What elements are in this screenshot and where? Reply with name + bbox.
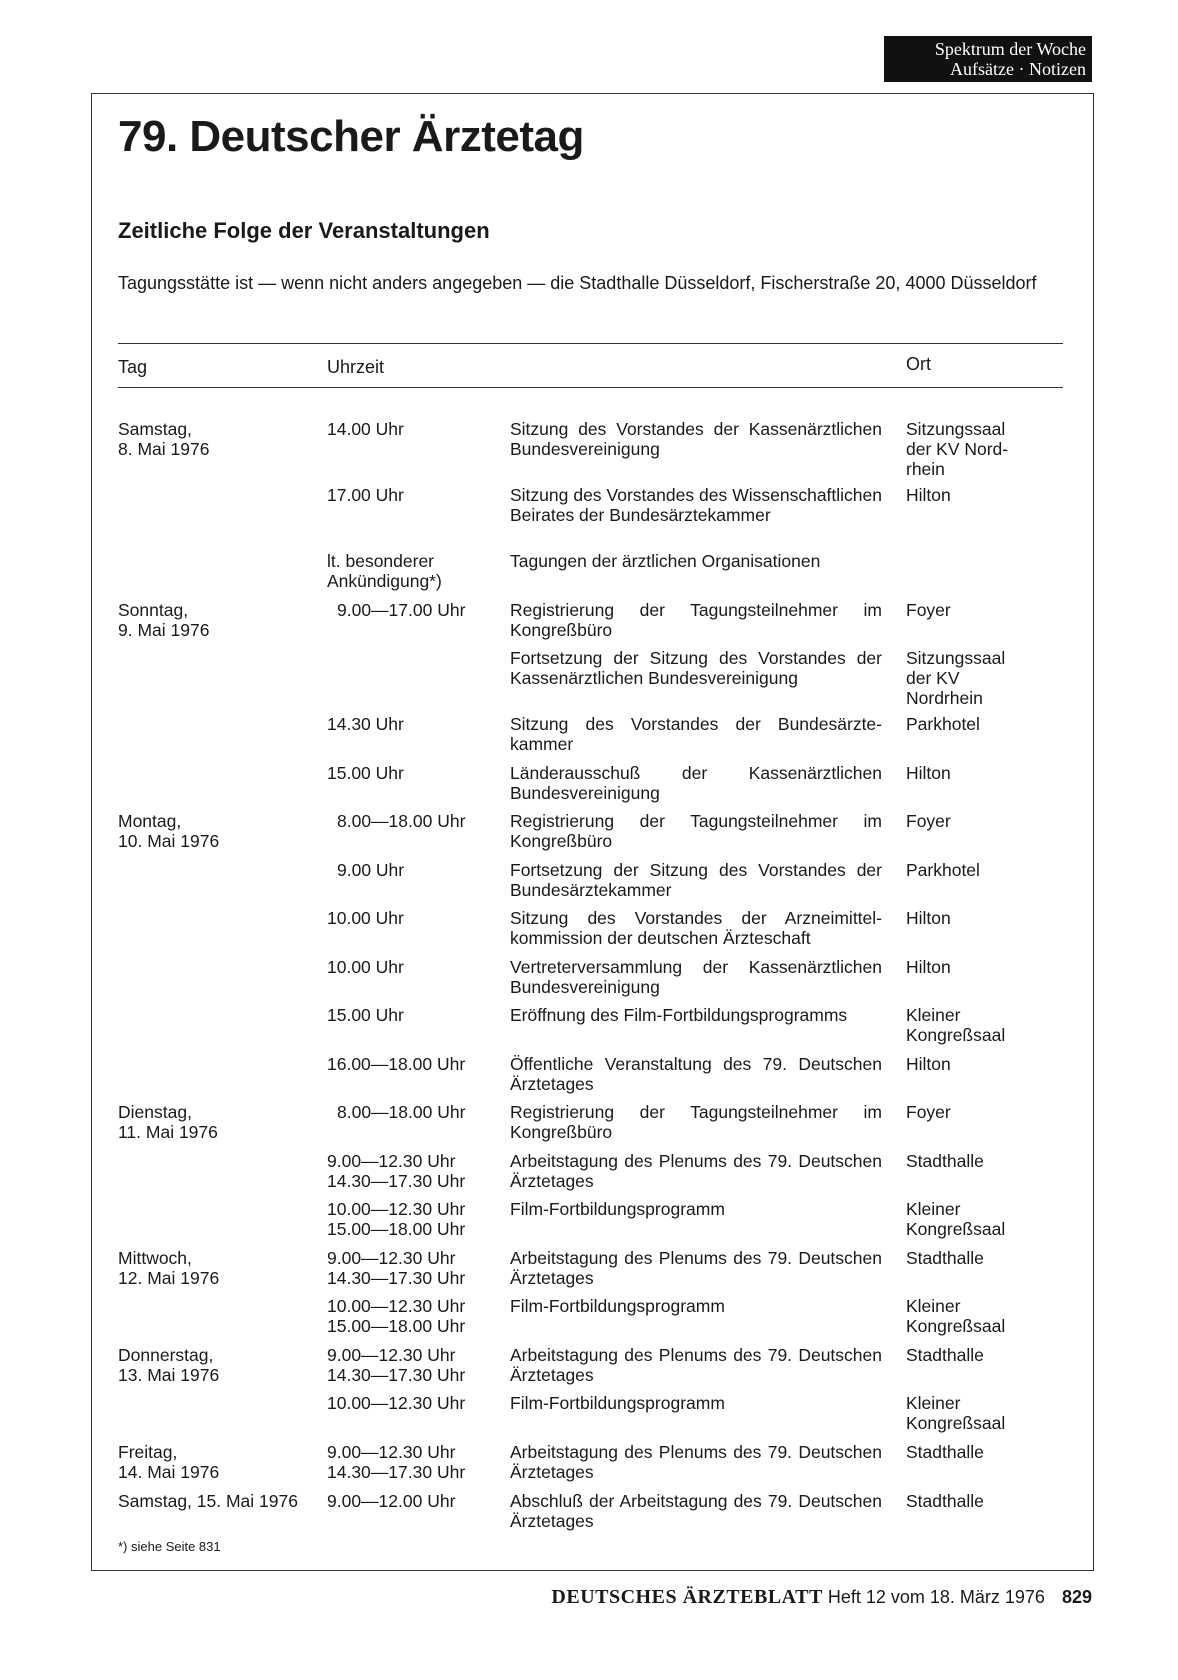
schedule-event: Fortsetzung der Sitzung des Vorstandes der Bundesärztekammer bbox=[510, 860, 882, 900]
schedule-event: Eröffnung des Film-Fortbildungsprogramms bbox=[510, 1005, 848, 1025]
schedule-location: Hilton bbox=[906, 908, 951, 928]
schedule-time: 9.00—12.30 Uhr 14.30—17.30 Uhr bbox=[327, 1248, 466, 1288]
section-badge bbox=[884, 36, 1092, 82]
column-header-tag: Tag bbox=[118, 357, 148, 377]
schedule-event: Registrierung der Tagungsteilnehmer im Kongreßbüro bbox=[510, 811, 882, 851]
schedule-day: Donnerstag, 13. Mai 1976 bbox=[118, 1345, 220, 1385]
schedule-time: 9.00—12.30 Uhr 14.30—17.30 Uhr bbox=[327, 1442, 466, 1482]
schedule-day: Samstag, 15. Mai 1976 bbox=[118, 1491, 298, 1511]
schedule-day: Freitag, 14. Mai 1976 bbox=[118, 1442, 220, 1482]
schedule-location: Stadthalle bbox=[906, 1491, 984, 1511]
schedule-event: Öffentliche Veranstaltung des 79. Deutschen Ärztetages bbox=[510, 1054, 882, 1094]
schedule-location: Foyer bbox=[906, 600, 951, 620]
schedule-event: Abschluß der Arbeitstagung des 79. Deutschen Ärztetages bbox=[510, 1491, 882, 1531]
section-badge-line2: Aufsätze · Notizen bbox=[950, 59, 1086, 79]
schedule-time: 9.00—17.00 Uhr bbox=[337, 600, 466, 620]
schedule-location: Hilton bbox=[906, 763, 951, 783]
footnote: *) siehe Seite 831 bbox=[118, 1539, 221, 1554]
schedule-location: Sitzungssaal der KV Nordrhein bbox=[906, 648, 1006, 708]
schedule-time: 10.00 Uhr bbox=[327, 957, 404, 977]
section-badge-line1: Spektrum der Woche bbox=[934, 39, 1086, 59]
schedule-time: 9.00 Uhr bbox=[337, 860, 405, 880]
schedule-location: Stadthalle bbox=[906, 1248, 984, 1268]
schedule-time: 9.00—12.00 Uhr bbox=[327, 1491, 456, 1511]
schedule-location: Foyer bbox=[906, 811, 951, 831]
schedule-event: Arbeitstagung des Plenums des 79. Deutschen Ärztetages bbox=[510, 1442, 882, 1482]
schedule-location: Kleiner Kongreßsaal bbox=[906, 1199, 1006, 1239]
schedule-time: 17.00 Uhr bbox=[327, 485, 404, 505]
schedule-location: Parkhotel bbox=[906, 714, 980, 734]
schedule-event: Film-Fortbildungsprogramm bbox=[510, 1393, 725, 1413]
schedule-event: Sitzung des Vorstandes der Kassenärztlichen Bundesvereinigung bbox=[510, 419, 882, 459]
header-rule-bottom bbox=[118, 387, 1063, 388]
column-header-ort: Ort bbox=[906, 354, 931, 374]
schedule-day: Samstag, 8. Mai 1976 bbox=[118, 419, 210, 459]
schedule-event: Sitzung des Vorstandes der Arzneimittelkommission der deutschen Ärzteschaft bbox=[510, 908, 882, 948]
schedule-event: Registrierung der Tagungsteilnehmer im Kongreßbüro bbox=[510, 600, 882, 640]
issue-info: Heft 12 vom 18. März 1976 bbox=[827, 1587, 1045, 1607]
schedule-event: Länderausschuß der Kassenärztlichen Bundesvereinigung bbox=[510, 763, 882, 803]
schedule-time: 14.00 Uhr bbox=[327, 419, 404, 439]
schedule-event: Sitzung des Vorstandes der Bundesärztekammer bbox=[510, 714, 882, 754]
schedule-event: Arbeitstagung des Plenums des 79. Deutschen Ärztetages bbox=[510, 1248, 882, 1288]
schedule-time: 9.00—12.30 Uhr 14.30—17.30 Uhr bbox=[327, 1151, 466, 1191]
schedule-day: Mittwoch, 12. Mai 1976 bbox=[118, 1248, 220, 1288]
page-number: 829 bbox=[1061, 1587, 1092, 1607]
schedule-location: Hilton bbox=[906, 957, 951, 977]
schedule-location: Sitzungssaal der KV Nord- rhein bbox=[906, 419, 1009, 479]
schedule-time: 14.30 Uhr bbox=[327, 714, 404, 734]
intro-paragraph: Tagungsstätte ist — wenn nicht anders angegeben — die Stadthalle Düsseldorf, Fischerstraße 20, 4000 Düsseldorf bbox=[118, 273, 1037, 293]
schedule-day: Dienstag, 11. Mai 1976 bbox=[118, 1102, 218, 1142]
schedule-event: Arbeitstagung des Plenums des 79. Deutschen Ärztetages bbox=[510, 1151, 882, 1191]
page-footer bbox=[551, 1586, 1092, 1609]
schedule-time: 16.00—18.00 Uhr bbox=[327, 1054, 466, 1074]
schedule-location: Kleiner Kongreßsaal bbox=[906, 1393, 1006, 1433]
schedule-time: 10.00—12.30 Uhr 15.00—18.00 Uhr bbox=[327, 1199, 466, 1239]
schedule-location: Stadthalle bbox=[906, 1151, 984, 1171]
schedule-time: 8.00—18.00 Uhr bbox=[337, 811, 466, 831]
schedule-time: lt. besonderer Ankündigung*) bbox=[327, 551, 442, 591]
publication-name: DEUTSCHES ÄRZTEBLATT bbox=[551, 1586, 823, 1608]
schedule-event: Film-Fortbildungsprogramm bbox=[510, 1199, 725, 1219]
schedule-event: Sitzung des Vorstandes des Wissenschaftlichen Beirates der Bundesärztekammer bbox=[510, 485, 882, 525]
schedule-location: Parkhotel bbox=[906, 860, 980, 880]
page-title: 79. Deutscher Ärztetag bbox=[118, 112, 584, 161]
schedule-location: Hilton bbox=[906, 485, 951, 505]
schedule-location: Stadthalle bbox=[906, 1345, 984, 1365]
column-header-uhrzeit: Uhrzeit bbox=[327, 357, 385, 377]
schedule-event: Registrierung der Tagungsteilnehmer im Kongreßbüro bbox=[510, 1102, 882, 1142]
section-subtitle: Zeitliche Folge der Veranstaltungen bbox=[118, 218, 490, 243]
schedule-event: Fortsetzung der Sitzung des Vorstandes der Kassenärztlichen Bundesvereinigung bbox=[510, 648, 882, 688]
schedule-location: Kleiner Kongreßsaal bbox=[906, 1005, 1006, 1045]
schedule-time: 9.00—12.30 Uhr 14.30—17.30 Uhr bbox=[327, 1345, 466, 1385]
schedule-day: Montag, 10. Mai 1976 bbox=[118, 811, 220, 851]
header-rule-top bbox=[118, 343, 1063, 344]
schedule-event: Arbeitstagung des Plenums des 79. Deutschen Ärztetages bbox=[510, 1345, 882, 1385]
schedule-event: Film-Fortbildungsprogramm bbox=[510, 1296, 725, 1316]
schedule-event: Vertreterversammlung der Kassenärztlichen Bundesvereinigung bbox=[510, 957, 882, 997]
schedule-event: Tagungen der ärztlichen Organisationen bbox=[510, 551, 821, 571]
schedule-day: Sonntag, 9. Mai 1976 bbox=[118, 600, 210, 640]
schedule-time: 10.00—12.30 Uhr 15.00—18.00 Uhr bbox=[327, 1296, 466, 1336]
schedule-location: Kleiner Kongreßsaal bbox=[906, 1296, 1006, 1336]
schedule-location: Foyer bbox=[906, 1102, 951, 1122]
schedule-time: 8.00—18.00 Uhr bbox=[337, 1102, 466, 1122]
schedule-location: Stadthalle bbox=[906, 1442, 984, 1462]
schedule-time: 15.00 Uhr bbox=[327, 763, 404, 783]
schedule-location: Hilton bbox=[906, 1054, 951, 1074]
schedule-time: 15.00 Uhr bbox=[327, 1005, 404, 1025]
schedule-time: 10.00—12.30 Uhr bbox=[327, 1393, 466, 1413]
schedule-time: 10.00 Uhr bbox=[327, 908, 404, 928]
